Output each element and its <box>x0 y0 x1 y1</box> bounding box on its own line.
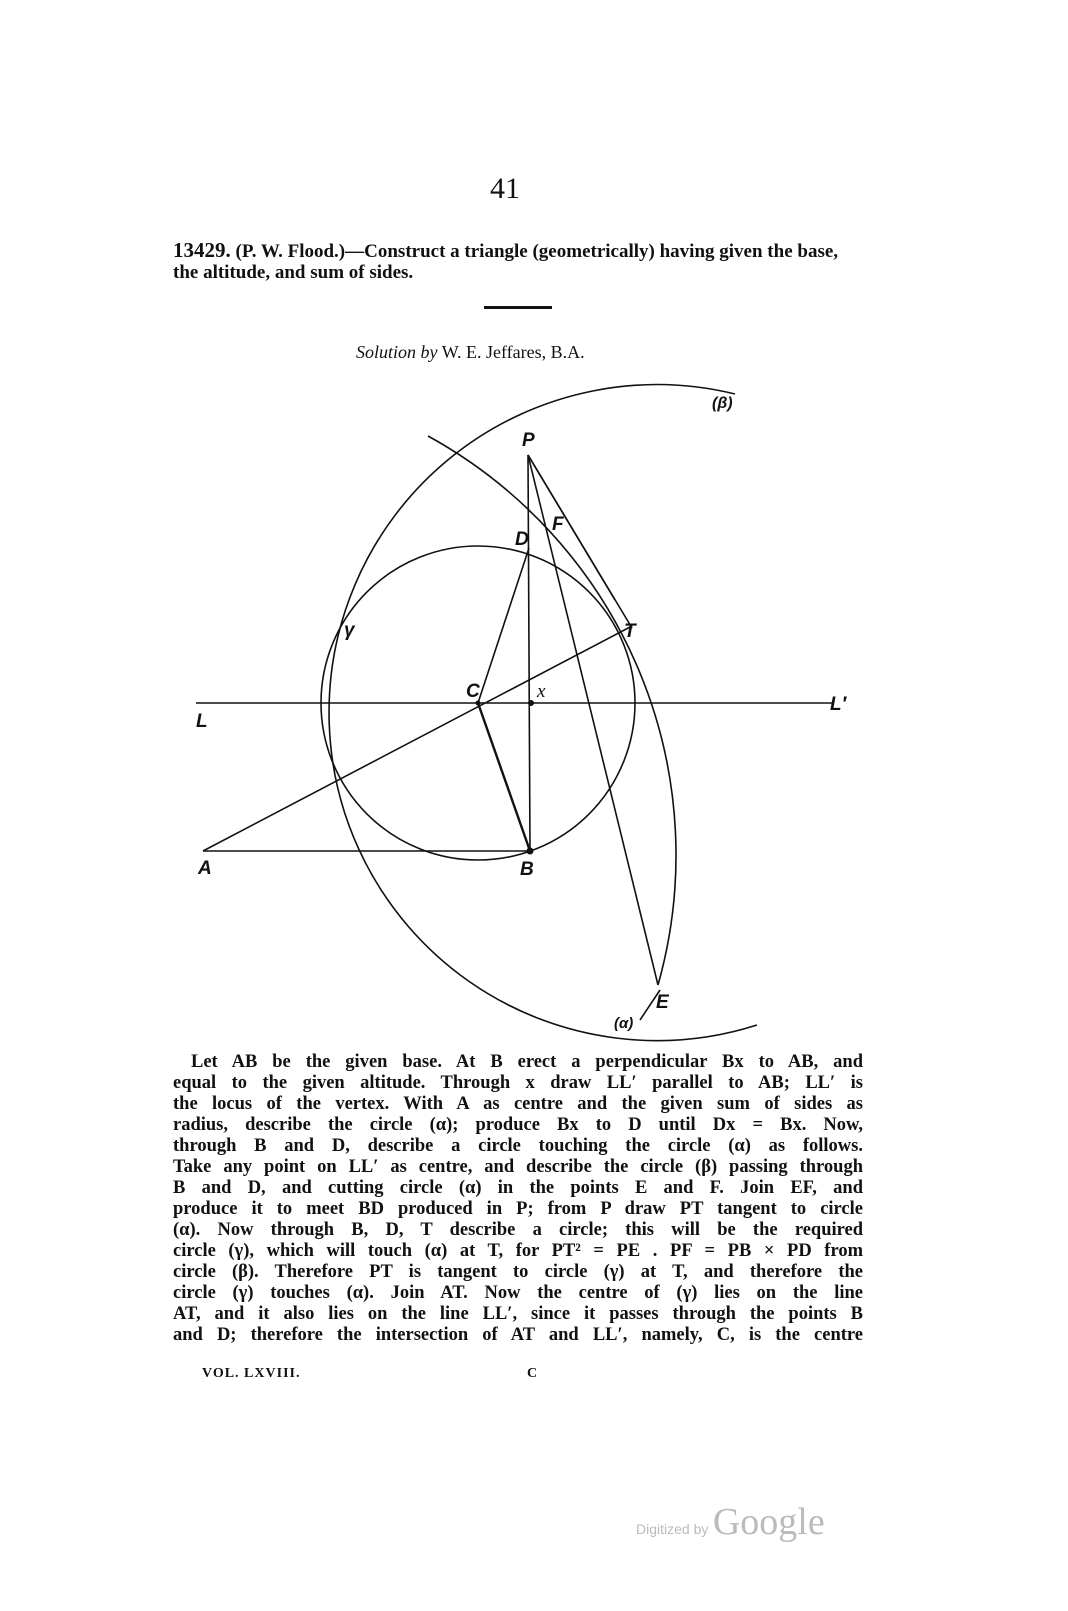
solution-prefix: Solution by <box>356 342 438 362</box>
label-T: T <box>624 621 636 642</box>
label-P: P <box>522 430 535 451</box>
label-F: F <box>552 514 564 535</box>
problem-text: —Construct a triangle (geometrically) having given the base, the altitude, and sum of sides. <box>173 241 839 283</box>
text-line: equal to the given altitude. Through x draw LL′ parallel to AB; LL′ is <box>173 1073 863 1093</box>
line-CD <box>478 548 529 703</box>
line-AT <box>203 626 632 851</box>
page-number: 41 <box>490 172 520 205</box>
text-line: Let AB be the given base. At B erect a perpendicular Bx to AB, and <box>191 1052 863 1072</box>
text-line: AT, and it also lies on the line LL′, since it passes through the points B <box>173 1304 863 1324</box>
solution-author: W. E. Jeffares, B.A. <box>441 342 585 362</box>
line-CB <box>478 703 530 851</box>
label-x: x <box>537 681 546 702</box>
text-line: circle (γ), which will touch (α) at T, for PT² = PE . PF = PB × PD from <box>173 1241 863 1261</box>
label-gamma: γ <box>344 620 355 641</box>
problem-number: 13429. <box>173 238 231 262</box>
google-logo: Google <box>712 1501 825 1543</box>
digitized-watermark <box>636 1500 825 1544</box>
point-x <box>528 700 534 706</box>
text-line: through B and D, describe a circle touching the circle (α) as follows. <box>173 1136 863 1156</box>
label-B: B <box>520 859 534 880</box>
circle-beta-arc <box>329 385 757 1041</box>
label-E: E <box>656 992 669 1013</box>
text-line: the locus of the vertex. With A as centre and the given sum of sides as <box>173 1094 863 1114</box>
text-line: circle (β). Therefore PT is tangent to circle (γ) at T, and therefore the <box>173 1262 863 1282</box>
text-line: Take any point on LL′ as centre, and describe the circle (β) passing through <box>173 1157 863 1177</box>
text-line: radius, describe the circle (α); produce Bx to D until Dx = Bx. Now, <box>173 1115 863 1135</box>
text-line: B and D, and cutting circle (α) in the points E and F. Join EF, and <box>173 1178 863 1198</box>
point-B <box>527 848 534 855</box>
label-L: L <box>196 711 208 732</box>
signature-mark: C <box>527 1366 538 1381</box>
text-line: (α). Now through B, D, T describe a circle; this will be the required <box>173 1220 863 1240</box>
label-beta: (β) <box>712 395 733 412</box>
watermark-prefix: Digitized by <box>636 1521 709 1537</box>
label-C: C <box>466 681 480 702</box>
label-L-prime: L′ <box>830 694 847 715</box>
text-line: and D; therefore the intersection of AT and LL′, namely, C, is the centre <box>173 1325 863 1345</box>
problem-author: (P. W. Flood.) <box>235 241 346 262</box>
solution-text <box>173 1052 863 1346</box>
label-D: D <box>515 529 529 550</box>
line-PF <box>528 455 615 600</box>
text-line: circle (γ) touches (α). Join AT. Now the centre of (γ) lies on the line <box>173 1283 863 1303</box>
label-A: A <box>198 858 212 879</box>
volume-footer: VOL. LXVIII. <box>202 1366 301 1381</box>
line-BP <box>528 455 530 851</box>
line-PE <box>528 455 658 985</box>
label-alpha: (α) <box>614 1015 634 1032</box>
text-line: produce it to meet BD produced in P; from P draw PT tangent to circle <box>173 1199 863 1219</box>
